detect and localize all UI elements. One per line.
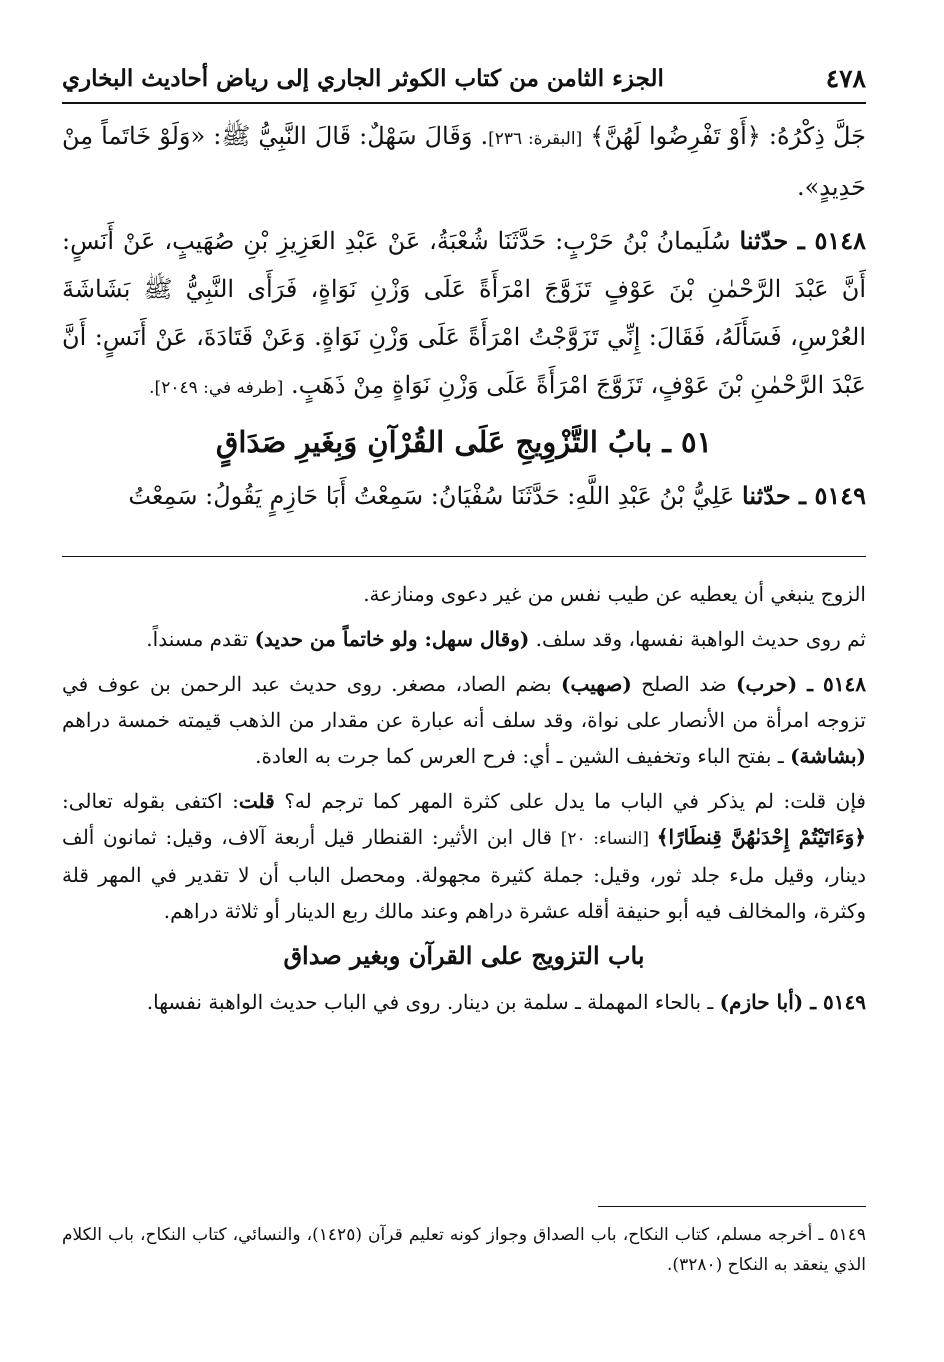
- commentary-bold: (صهيب): [561, 672, 632, 696]
- matn-p1-tail: . وَقَالَ سَهْلٌ: قَالَ النَّبِيُّ ﷺ: «وَلَوْ خَاتَماً مِنْ حَدِيدٍ».: [62, 122, 866, 201]
- hadith-5149: [62, 472, 866, 520]
- commentary-bold: (حرب): [736, 672, 798, 696]
- commentary-number: ٥١٤٨ ـ: [797, 672, 867, 696]
- hadith-cross-ref: [طرفه في: ٢٠٤٩].: [149, 378, 284, 398]
- commentary-bold: (بشاشة): [790, 744, 866, 768]
- commentary-paragraph: [62, 783, 866, 929]
- book-page: [62, 0, 866, 1362]
- hadith-5148: [62, 217, 866, 412]
- commentary-bold: (وقال سهل: ولو خاتماً من حديد): [254, 627, 530, 651]
- matn-p1-text: جَلَّ ذِكْرُهُ: ﴿أَوْ تَفْرِضُوا لَهُنَّ﴾: [582, 122, 866, 150]
- hadith-body: سُلَيمانُ بْنُ حَرْبٍ: حَدَّثَنَا شُعْبَةُ، عَنْ عَبْدِ العَزِيزِ بْنِ صُهَيبٍ، عَنْ أَنَسٍ: أَنَّ عَبْدَ الرَّحْمٰنِ بْنَ عَوْفٍ تَزَوَّجَ امْرَأَةً عَلَى وَزْنِ نَوَاةٍ، فَرَأَى النَّبِيُّ ﷺ بَشَاشَةَ العُرْسِ، فَسَأَلَهُ، فَقَالَ: إِنِّي تَزَوَّجْتُ امْرَأَةً عَلَى وَزْنِ نَوَاةٍ. وَعَنْ قَتَادَةَ، عَنْ أَنَسٍ: أَنَّ عَبْدَ الرَّحْمٰنِ بْنَ عَوْفٍ، تَزَوَّجَ امْرَأَةً عَلَى وَزْنِ نَوَاةٍ مِنْ ذَهَبٍ.: [62, 227, 866, 399]
- commentary-text-span: فإن قلت: لم يذكر في الباب ما يدل على كثرة المهر كما ترجم له؟: [274, 789, 866, 813]
- commentary-paragraph: [62, 621, 866, 657]
- commentary-number: ٥١٤٩ ـ: [803, 990, 866, 1014]
- commentary-text-span: بضم الصاد، مصغر. روى حديث عبد الرحمن بن عوف في تزوجه امرأة من الأنصار على نواة، وقد سلف أنه عبارة عن مقدار من الذهب قيمته خمسة دراهم: [62, 672, 866, 732]
- footnote-rule: [598, 1206, 866, 1207]
- commentary-paragraph: الزوج ينبغي أن يعطيه عن طيب نفس من غير دعوى ومنازعة.: [363, 582, 866, 606]
- commentary-chapter-title: باب التزويج على القرآن وبغير صداق: [283, 941, 645, 970]
- running-head: [62, 58, 866, 98]
- hadith-number: ٥١٤٩ ـ: [790, 481, 866, 510]
- commentary-text-span: : اكتفى بقوله تعالى:: [62, 789, 239, 813]
- commentary-bold: (أبا حازم): [719, 990, 804, 1014]
- hadith-heading: حدّثنا: [742, 481, 791, 510]
- section-divider: [62, 556, 866, 557]
- commentary-text: [62, 576, 866, 1029]
- hadith-heading: حدّثنا: [739, 226, 789, 255]
- commentary-text-span: ـ بالحاء المهملة ـ سلمة بن دينار. روى في الباب حديث الواهبة نفسها.: [146, 990, 720, 1014]
- hadith-text: [62, 112, 866, 526]
- commentary-text-span: ثم روى حديث الواهبة نفسها، وقد سلف.: [529, 627, 866, 651]
- page-number: ٤٧٨: [825, 63, 866, 93]
- matn-paragraph-1: [62, 112, 866, 211]
- commentary-paragraph: [62, 666, 866, 774]
- hadith-number: ٥١٤٨ ـ: [788, 226, 866, 255]
- commentary-text-span: قال ابن الأثير: القنطار قيل أربعة آلاف، وقيل: ثمانون ألف دينار، وقيل ملء جلد ثور، وقيل: جملة كثيرة مجهولة. ومحصل الباب أن لا تقدير في المهر قلة وكثرة، والمخالف فيه أبو حنيفة أقله عشرة دراهم وعند مالك ربع الدينار أو ثلاثة دراهم.: [62, 825, 866, 923]
- quran-source: [النساء: ٢٠]: [560, 829, 657, 849]
- footnote: [62, 1220, 866, 1280]
- chapter-title: ٥١ ـ بابُ التَّزْوِيجِ عَلَى القُرْآنِ وَبِغَيرِ صَدَاقٍ: [215, 425, 713, 459]
- header-rule: [62, 102, 866, 104]
- quran-quote: ﴿وَءَاتَيْتُمْ إِحْدَىٰهُنَّ قِنطَارًا﴾: [656, 825, 866, 849]
- commentary-text-span: تقدم مسنداً.: [146, 627, 255, 651]
- commentary-bold: قلت: [238, 789, 275, 813]
- footnote-text: ٥١٤٩ ـ أخرجه مسلم، كتاب النكاح، باب الصداق وجواز كونه تعليم قرآن (١٤٢٥)، والنسائي، كتاب النكاح، باب الكلام الذي ينعقد به النكاح (٣٢٨٠).: [62, 1225, 866, 1275]
- matn-p1-source: [البقرة: ٢٣٦]: [488, 129, 583, 149]
- running-title: الجزء الثامن من كتاب الكوثر الجاري إلى رياض أحاديث البخاري: [62, 64, 664, 92]
- commentary-text-span: ضد الصلح: [631, 672, 737, 696]
- hadith-body: عَلِيُّ بْنُ عَبْدِ اللَّهِ: حَدَّثَنَا سُفْيَانُ: سَمِعْتُ أَبَا حَازِمٍ يَقُولُ: سَمِعْتُ: [128, 482, 743, 510]
- commentary-paragraph: [62, 984, 866, 1020]
- commentary-text-span: ـ بفتح الباء وتخفيف الشين ـ أي: فرح العرس كما جرت به العادة.: [255, 744, 791, 768]
